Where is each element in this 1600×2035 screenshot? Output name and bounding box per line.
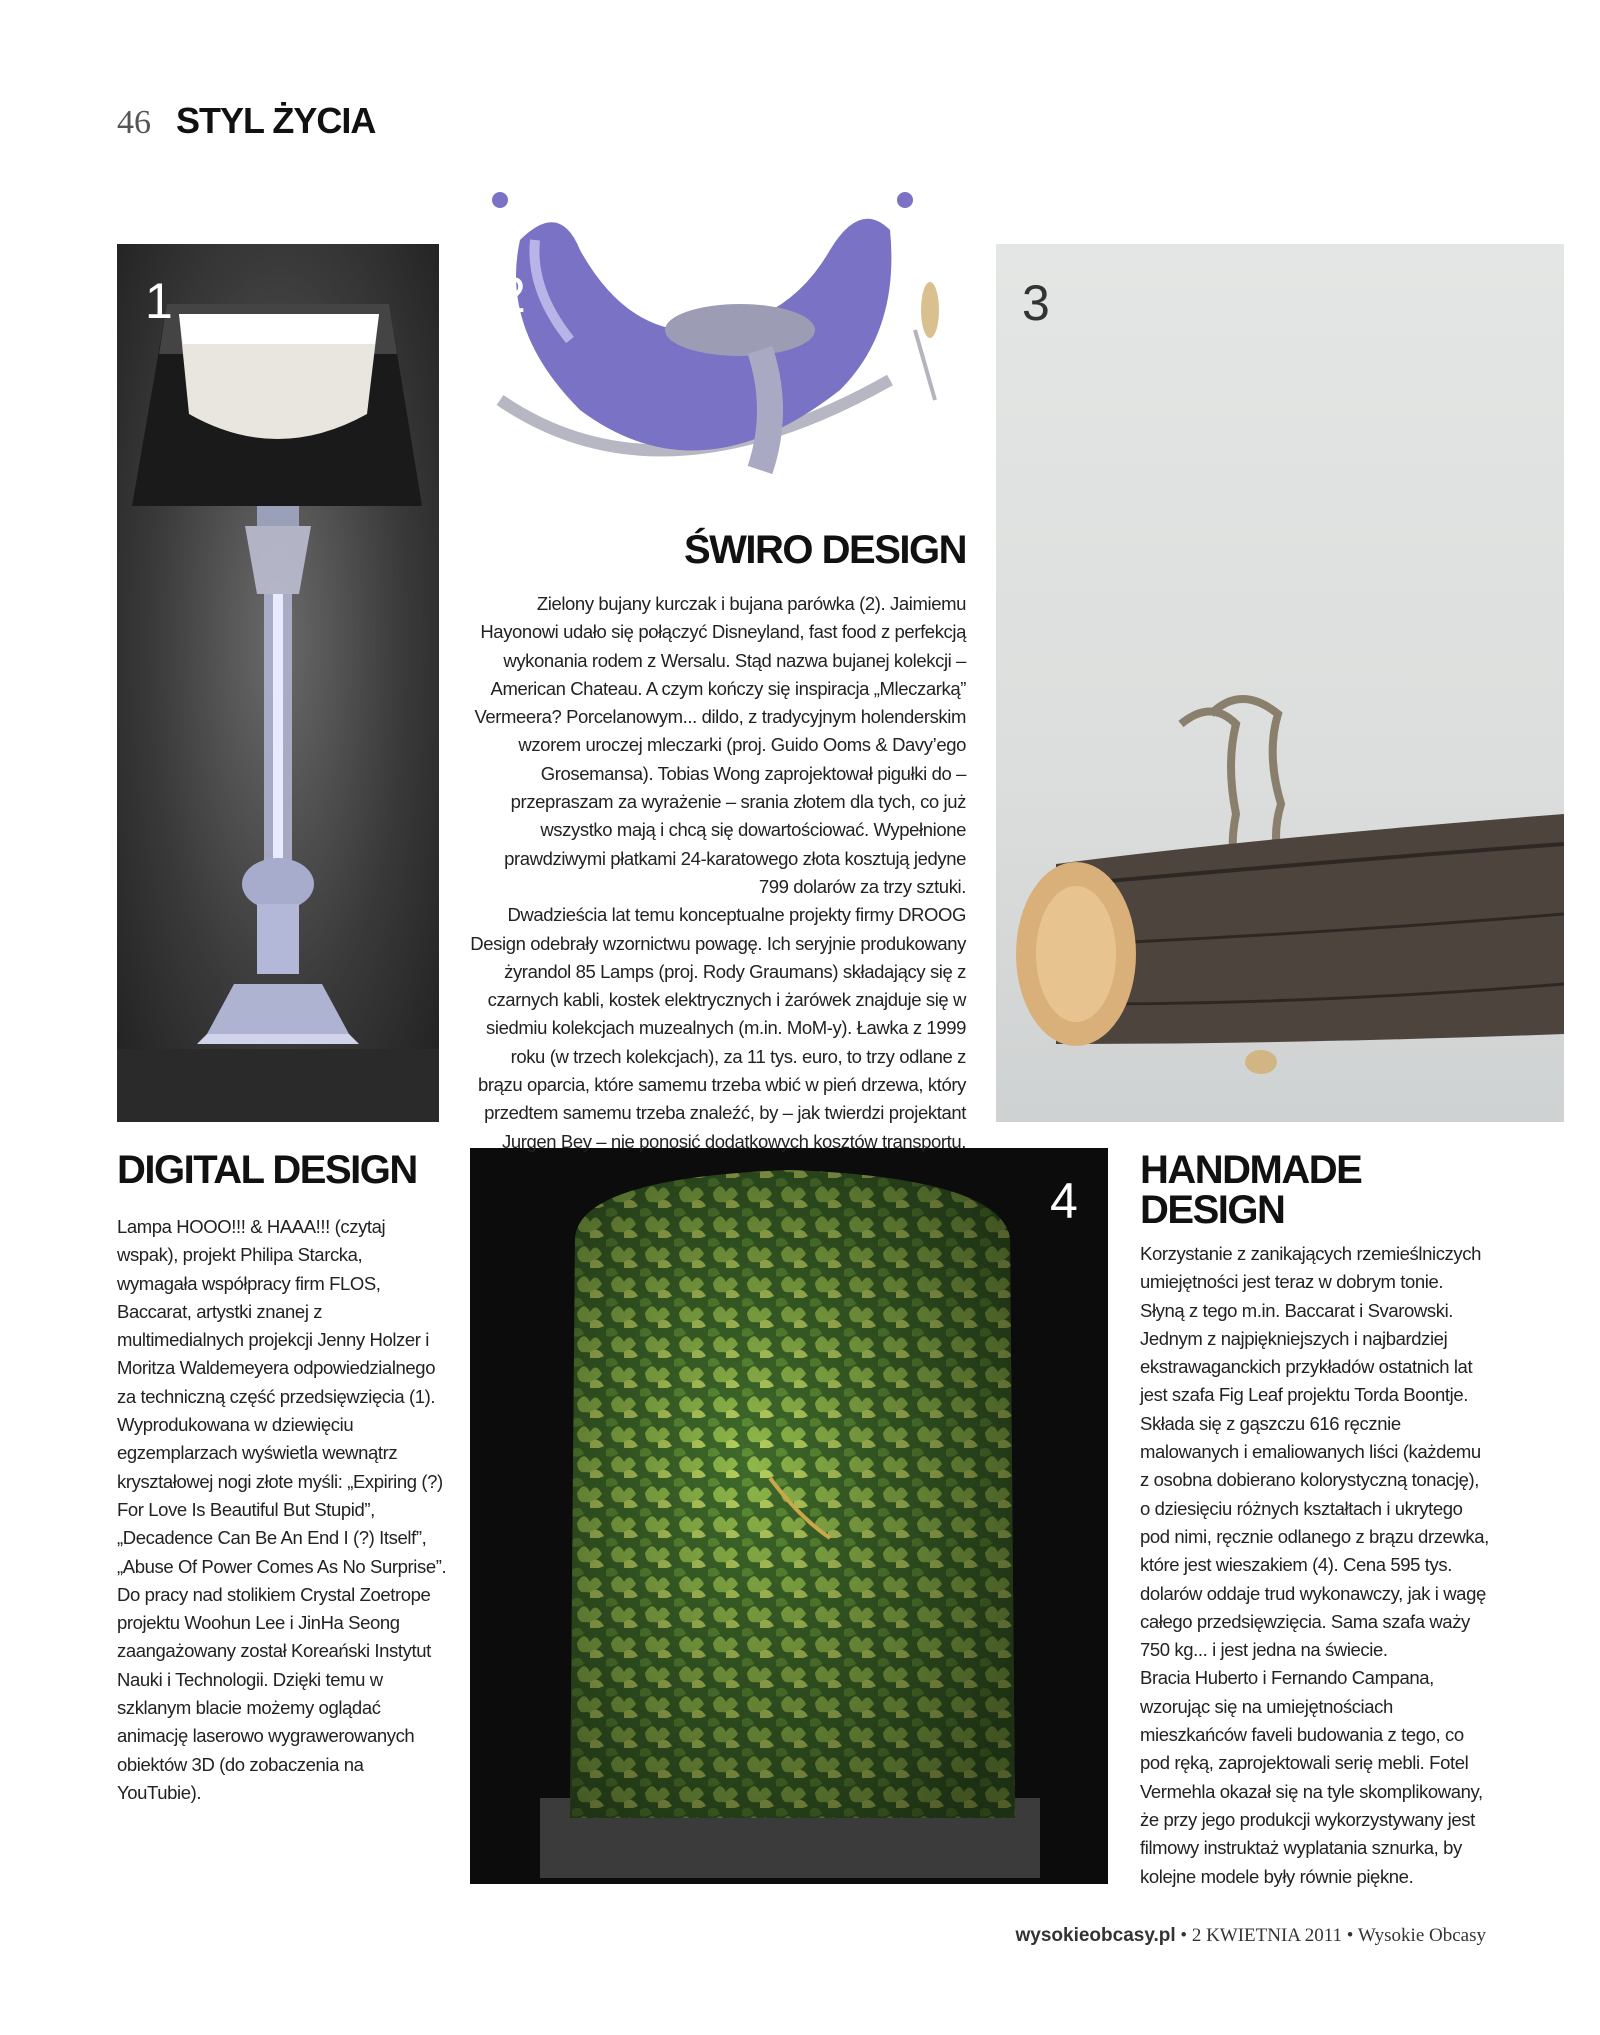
photo-fig-leaf-wardrobe (470, 1148, 1108, 1884)
swiro-article (470, 590, 966, 1156)
photo-number-1: 1 (145, 273, 173, 329)
footer-site: wysokieobcasy.pl (1015, 1925, 1176, 1946)
handmade-paragraph-1: Korzystanie z zanikających rzemieślniczych umiejętności jest teraz w dobrym tonie. Słyną z tego m.in. Baccarat i Svarowski. Jednym z najpiękniejszych i najbardziej ekstrawaganckich przykładów ostatnich lat jest szafa Fig Leaf projektu Torda Boontje. Składa się z gąszczu 616 ręcznie malowanych i emaliowanych liści (każdemu z osobna dobierano kolorystyczną tonację), o dziesięciu różnych kształtach i ukrytego pod nimi, ręcznie odlanego z brązu drzewka, które jest wieszakiem (4). Cena 595 tys. dolarów oddaje trud wykonawczy, jak i wagę całego przedsięwzięcia. Sama szafa waży 750 kg... i jest jedna na świecie. (1140, 1243, 1489, 1661)
page-number: 46 (117, 104, 151, 141)
photo-log-bench (996, 244, 1564, 1122)
digital-paragraph-2: Wyprodukowana w dziewięciu egzemplarzach wyświetla wewnątrz kryształowej nogi złote myśli: „Expiring (?) For Love Is Beautiful But Stupid”, „Decadence Can Be An End I (?) Itself”, „Abuse Of Power Comes As No Surprise”. Do pracy nad stolikiem Crystal Zoetrope projektu Woohun Lee i JinHa Seong zaangażowany został Koreański Instytut Nauki i Technologii. Dzięki temu w szklanym blacie możemy oglądać animację laserowo wygrawerowanych obiektów 3D (do zobaczenia na YouTubie). (117, 1414, 447, 1803)
footer-separator-2: • (1346, 1925, 1354, 1946)
footer-date: 2 KWIETNIA 2011 (1191, 1925, 1343, 1946)
digital-article (117, 1213, 447, 1807)
swiro-paragraph-1: Zielony bujany kurczak i bujana parówka (2). Jaimiemu Hayonowi udało się połączyć Disneyland, fast food z perfekcją wykonania rodem z Wersalu. Stąd nazwa bujanej kolekcji – American Chateau. A czym kończy się inspiracja „Mleczarką” Vermeera? Porcelanowym... dildo, z tradycyjnym holenderskim wzorem uroczej mleczarki (proj. Guido Ooms & Davy’ego Grosemansa). Tobias Wong zaprojektował pigułki do – przepraszam za wyrażenie – srania złotem dla tych, co już wszystko mają i chcą się dowartościować. Wypełnione prawdziwymi płatkami 24-karatowego złota kosztują jedyne 799 dolarów za trzy sztuki. (474, 593, 966, 897)
digital-paragraph-1: Lampa HOOO!!! & HAAA!!! (czytaj wspak), projekt Philipa Starcka, wymagała współpracy firm FLOS, Baccarat, artystki znanej z multimedialnych projekcji Jenny Holzer i Moritza Waldemeyera odpowiedzialnego za techniczną część przedsięwzięcia (1). (117, 1216, 436, 1407)
photo-number-4: 4 (1050, 1173, 1078, 1229)
handmade-article (1140, 1240, 1490, 1891)
page-footer (1015, 1925, 1486, 1947)
digital-heading: DIGITAL DESIGN (117, 1148, 417, 1192)
photo-number-2: 2 (498, 267, 526, 323)
photo-lamp (117, 244, 439, 1122)
log-bench-illustration (996, 244, 1564, 1122)
swiro-paragraph-2: Dwadzieścia lat temu konceptualne projekty firmy DROOG Design odebrały wzornictwu powagę. Ich seryjnie produkowany żyrandol 85 Lamps (proj. Rody Graumans) składający się z czarnych kabli, kostek elektrycznych i żarówek znajduje się w siedmiu kolekcjach muzealnych (m.in. MoM-y). Ławka z 1999 roku (w trzech kolekcjach), za 11 tys. euro, to trzy odlane z brązu oparcia, które samemu trzeba wbić w pień drzewa, który przedtem samemu trzeba znaleźć, by – jak twierdzi projektant Jurgen Bey – nie ponosić dodatkowych kosztów transportu. (470, 904, 966, 1152)
rocking-sausage-illustration (460, 180, 980, 510)
handmade-heading-line-2: DESIGN (1140, 1188, 1285, 1232)
handmade-paragraph-2: Bracia Huberto i Fernando Campana, wzorując się na umiejętnościach mieszkańców faveli budowania z tego, co pod ręką, zaprojektowali serię mebli. Fotel Vermehla okazał się na tyle skomplikowany, że przy jego produkcji wykorzystywany jest filmowy instruktaż wyplatania sznurka, by kolejne modele były równie piękne. (1140, 1667, 1483, 1887)
fig-leaf-wardrobe-illustration (470, 1148, 1108, 1884)
footer-magazine: Wysokie Obcasy (1357, 1925, 1486, 1946)
section-title: STYL ŻYCIA (176, 100, 376, 141)
photo-number-3: 3 (1022, 275, 1050, 331)
handmade-heading (1140, 1150, 1470, 1230)
photo-rocking-sausage (460, 180, 980, 510)
handmade-heading-line-1: HANDMADE (1140, 1148, 1362, 1192)
footer-separator-1: • (1180, 1925, 1188, 1946)
swiro-heading: ŚWIRO DESIGN (683, 528, 966, 572)
lamp-illustration (117, 244, 439, 1122)
